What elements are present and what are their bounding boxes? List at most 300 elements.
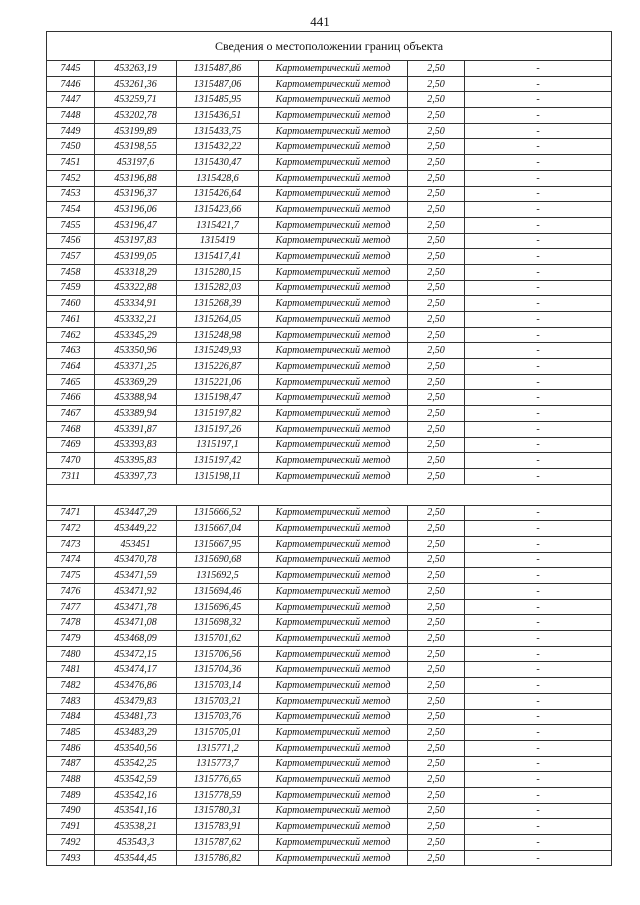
table-row — [47, 421, 612, 437]
x-coordinate-cell: 453259,71 — [95, 92, 177, 108]
method-cell: Картометрический метод — [259, 662, 408, 678]
point-number-cell: 7476 — [47, 584, 95, 600]
description-cell: - — [465, 678, 612, 694]
x-coordinate-cell: 453471,08 — [95, 615, 177, 631]
point-number-cell: 7483 — [47, 693, 95, 709]
point-number-cell: 7475 — [47, 568, 95, 584]
description-cell: - — [465, 327, 612, 343]
y-coordinate-cell: 1315280,15 — [177, 264, 259, 280]
accuracy-cell: 2,50 — [408, 76, 465, 92]
method-cell: Картометрический метод — [259, 233, 408, 249]
accuracy-cell: 2,50 — [408, 406, 465, 422]
description-cell: - — [465, 421, 612, 437]
accuracy-cell: 2,50 — [408, 740, 465, 756]
table-row — [47, 406, 612, 422]
y-coordinate-cell: 1315282,03 — [177, 280, 259, 296]
description-cell: - — [465, 536, 612, 552]
accuracy-cell: 2,50 — [408, 803, 465, 819]
description-cell: - — [465, 374, 612, 390]
y-coordinate-cell: 1315780,31 — [177, 803, 259, 819]
method-cell: Картометрический метод — [259, 390, 408, 406]
point-number-cell: 7480 — [47, 646, 95, 662]
description-cell: - — [465, 390, 612, 406]
table-row — [47, 584, 612, 600]
description-cell: - — [465, 217, 612, 233]
description-cell: - — [465, 406, 612, 422]
point-number-cell: 7464 — [47, 359, 95, 375]
y-coordinate-cell: 1315692,5 — [177, 568, 259, 584]
accuracy-cell: 2,50 — [408, 186, 465, 202]
method-cell: Картометрический метод — [259, 536, 408, 552]
table-row — [47, 296, 612, 312]
method-cell: Картометрический метод — [259, 61, 408, 77]
method-cell: Картометрический метод — [259, 615, 408, 631]
x-coordinate-cell: 453196,88 — [95, 170, 177, 186]
section-header-row — [47, 32, 612, 61]
description-cell: - — [465, 584, 612, 600]
accuracy-cell: 2,50 — [408, 359, 465, 375]
accuracy-cell: 2,50 — [408, 468, 465, 484]
x-coordinate-cell: 453538,21 — [95, 819, 177, 835]
y-coordinate-cell: 1315197,26 — [177, 421, 259, 437]
method-cell: Картометрический метод — [259, 599, 408, 615]
table-row — [47, 390, 612, 406]
point-number-cell: 7492 — [47, 835, 95, 851]
method-cell: Картометрический метод — [259, 76, 408, 92]
method-cell: Картометрический метод — [259, 155, 408, 171]
y-coordinate-cell: 1315776,65 — [177, 772, 259, 788]
x-coordinate-cell: 453199,05 — [95, 249, 177, 265]
x-coordinate-cell: 453263,19 — [95, 61, 177, 77]
x-coordinate-cell: 453196,47 — [95, 217, 177, 233]
point-number-cell: 7454 — [47, 202, 95, 218]
point-number-cell: 7446 — [47, 76, 95, 92]
table-row — [47, 233, 612, 249]
accuracy-cell: 2,50 — [408, 390, 465, 406]
table-row — [47, 756, 612, 772]
y-coordinate-cell: 1315485,95 — [177, 92, 259, 108]
accuracy-cell: 2,50 — [408, 170, 465, 186]
point-number-cell: 7466 — [47, 390, 95, 406]
point-number-cell: 7473 — [47, 536, 95, 552]
point-number-cell: 7458 — [47, 264, 95, 280]
table-row — [47, 202, 612, 218]
method-cell: Картометрический метод — [259, 217, 408, 233]
accuracy-cell: 2,50 — [408, 662, 465, 678]
point-number-cell: 7461 — [47, 312, 95, 328]
description-cell: - — [465, 693, 612, 709]
x-coordinate-cell: 453318,29 — [95, 264, 177, 280]
description-cell: - — [465, 725, 612, 741]
table-row — [47, 693, 612, 709]
y-coordinate-cell: 1315221,06 — [177, 374, 259, 390]
x-coordinate-cell: 453471,78 — [95, 599, 177, 615]
accuracy-cell: 2,50 — [408, 61, 465, 77]
y-coordinate-cell: 1315421,7 — [177, 217, 259, 233]
point-number-cell: 7467 — [47, 406, 95, 422]
x-coordinate-cell: 453322,88 — [95, 280, 177, 296]
method-cell: Картометрический метод — [259, 505, 408, 521]
accuracy-cell: 2,50 — [408, 280, 465, 296]
table-row — [47, 468, 612, 484]
method-cell: Картометрический метод — [259, 819, 408, 835]
description-cell: - — [465, 505, 612, 521]
y-coordinate-cell: 1315197,82 — [177, 406, 259, 422]
y-coordinate-cell: 1315704,36 — [177, 662, 259, 678]
point-number-cell: 7493 — [47, 850, 95, 866]
table-row — [47, 568, 612, 584]
accuracy-cell: 2,50 — [408, 155, 465, 171]
point-number-cell: 7489 — [47, 787, 95, 803]
accuracy-cell: 2,50 — [408, 709, 465, 725]
table-row — [47, 709, 612, 725]
x-coordinate-cell: 453395,83 — [95, 453, 177, 469]
method-cell: Картометрический метод — [259, 186, 408, 202]
y-coordinate-cell: 1315426,64 — [177, 186, 259, 202]
y-coordinate-cell: 1315197,42 — [177, 453, 259, 469]
x-coordinate-cell: 453542,59 — [95, 772, 177, 788]
point-number-cell: 7459 — [47, 280, 95, 296]
point-number-cell: 7462 — [47, 327, 95, 343]
y-coordinate-cell: 1315701,62 — [177, 631, 259, 647]
accuracy-cell: 2,50 — [408, 505, 465, 521]
x-coordinate-cell: 453483,29 — [95, 725, 177, 741]
point-number-cell: 7448 — [47, 108, 95, 124]
point-number-cell: 7491 — [47, 819, 95, 835]
method-cell: Картометрический метод — [259, 568, 408, 584]
accuracy-cell: 2,50 — [408, 264, 465, 280]
description-cell: - — [465, 139, 612, 155]
x-coordinate-cell: 453474,17 — [95, 662, 177, 678]
method-cell: Картометрический метод — [259, 421, 408, 437]
description-cell: - — [465, 709, 612, 725]
y-coordinate-cell: 1315694,46 — [177, 584, 259, 600]
x-coordinate-cell: 453202,78 — [95, 108, 177, 124]
accuracy-cell: 2,50 — [408, 678, 465, 694]
table-row — [47, 787, 612, 803]
method-cell: Картометрический метод — [259, 123, 408, 139]
accuracy-cell: 2,50 — [408, 108, 465, 124]
description-cell: - — [465, 76, 612, 92]
y-coordinate-cell: 1315787,62 — [177, 835, 259, 851]
table-row — [47, 437, 612, 453]
method-cell: Картометрический метод — [259, 678, 408, 694]
table-row — [47, 521, 612, 537]
description-cell: - — [465, 280, 612, 296]
x-coordinate-cell: 453393,83 — [95, 437, 177, 453]
y-coordinate-cell: 1315487,86 — [177, 61, 259, 77]
point-number-cell: 7472 — [47, 521, 95, 537]
table-row — [47, 740, 612, 756]
accuracy-cell: 2,50 — [408, 437, 465, 453]
method-cell: Картометрический метод — [259, 202, 408, 218]
method-cell: Картометрический метод — [259, 264, 408, 280]
method-cell: Картометрический метод — [259, 312, 408, 328]
point-number-cell: 7453 — [47, 186, 95, 202]
method-cell: Картометрический метод — [259, 584, 408, 600]
description-cell: - — [465, 599, 612, 615]
x-coordinate-cell: 453345,29 — [95, 327, 177, 343]
method-cell: Картометрический метод — [259, 374, 408, 390]
x-coordinate-cell: 453196,37 — [95, 186, 177, 202]
y-coordinate-cell: 1315197,1 — [177, 437, 259, 453]
table-row — [47, 123, 612, 139]
x-coordinate-cell: 453447,29 — [95, 505, 177, 521]
point-number-cell: 7486 — [47, 740, 95, 756]
y-coordinate-cell: 1315703,14 — [177, 678, 259, 694]
table-row — [47, 61, 612, 77]
table-row — [47, 725, 612, 741]
table-row — [47, 819, 612, 835]
point-number-cell: 7455 — [47, 217, 95, 233]
y-coordinate-cell: 1315417,41 — [177, 249, 259, 265]
y-coordinate-cell: 1315706,56 — [177, 646, 259, 662]
table-row — [47, 186, 612, 202]
accuracy-cell: 2,50 — [408, 312, 465, 328]
y-coordinate-cell: 1315487,06 — [177, 76, 259, 92]
point-number-cell: 7450 — [47, 139, 95, 155]
point-number-cell: 7488 — [47, 772, 95, 788]
table-row — [47, 536, 612, 552]
point-number-cell: 7470 — [47, 453, 95, 469]
description-cell: - — [465, 108, 612, 124]
description-cell: - — [465, 61, 612, 77]
table-row — [47, 374, 612, 390]
accuracy-cell: 2,50 — [408, 631, 465, 647]
description-cell: - — [465, 803, 612, 819]
section-title: Сведения о местоположении границ объекта — [47, 32, 612, 61]
description-cell: - — [465, 202, 612, 218]
x-coordinate-cell: 453471,92 — [95, 584, 177, 600]
method-cell: Картометрический метод — [259, 343, 408, 359]
point-number-cell: 7474 — [47, 552, 95, 568]
point-number-cell: 7456 — [47, 233, 95, 249]
point-number-cell: 7463 — [47, 343, 95, 359]
description-cell: - — [465, 249, 612, 265]
x-coordinate-cell: 453451 — [95, 536, 177, 552]
y-coordinate-cell: 1315436,51 — [177, 108, 259, 124]
table-row — [47, 835, 612, 851]
y-coordinate-cell: 1315666,52 — [177, 505, 259, 521]
description-cell: - — [465, 552, 612, 568]
table-row — [47, 631, 612, 647]
x-coordinate-cell: 453542,25 — [95, 756, 177, 772]
point-number-cell: 7452 — [47, 170, 95, 186]
description-cell: - — [465, 155, 612, 171]
method-cell: Картометрический метод — [259, 453, 408, 469]
method-cell: Картометрический метод — [259, 725, 408, 741]
accuracy-cell: 2,50 — [408, 615, 465, 631]
point-number-cell: 7447 — [47, 92, 95, 108]
y-coordinate-cell: 1315249,93 — [177, 343, 259, 359]
point-number-cell: 7477 — [47, 599, 95, 615]
x-coordinate-cell: 453543,3 — [95, 835, 177, 851]
method-cell: Картометрический метод — [259, 552, 408, 568]
y-coordinate-cell: 1315198,11 — [177, 468, 259, 484]
description-cell: - — [465, 568, 612, 584]
point-number-cell: 7487 — [47, 756, 95, 772]
y-coordinate-cell: 1315783,91 — [177, 819, 259, 835]
y-coordinate-cell: 1315667,04 — [177, 521, 259, 537]
table-row — [47, 217, 612, 233]
table-row — [47, 170, 612, 186]
method-cell: Картометрический метод — [259, 92, 408, 108]
method-cell: Картометрический метод — [259, 787, 408, 803]
method-cell: Картометрический метод — [259, 327, 408, 343]
accuracy-cell: 2,50 — [408, 139, 465, 155]
description-cell: - — [465, 92, 612, 108]
method-cell: Картометрический метод — [259, 709, 408, 725]
x-coordinate-cell: 453468,09 — [95, 631, 177, 647]
method-cell: Картометрический метод — [259, 296, 408, 312]
point-number-cell: 7469 — [47, 437, 95, 453]
accuracy-cell: 2,50 — [408, 835, 465, 851]
x-coordinate-cell: 453197,6 — [95, 155, 177, 171]
accuracy-cell: 2,50 — [408, 92, 465, 108]
x-coordinate-cell: 453196,06 — [95, 202, 177, 218]
table-row — [47, 155, 612, 171]
method-cell: Картометрический метод — [259, 406, 408, 422]
y-coordinate-cell: 1315432,22 — [177, 139, 259, 155]
description-cell: - — [465, 123, 612, 139]
method-cell: Картометрический метод — [259, 693, 408, 709]
method-cell: Картометрический метод — [259, 280, 408, 296]
x-coordinate-cell: 453472,15 — [95, 646, 177, 662]
description-cell: - — [465, 662, 612, 678]
y-coordinate-cell: 1315705,01 — [177, 725, 259, 741]
y-coordinate-cell: 1315690,68 — [177, 552, 259, 568]
point-number-cell: 7457 — [47, 249, 95, 265]
method-cell: Картометрический метод — [259, 437, 408, 453]
x-coordinate-cell: 453350,96 — [95, 343, 177, 359]
accuracy-cell: 2,50 — [408, 327, 465, 343]
point-number-cell: 7479 — [47, 631, 95, 647]
y-coordinate-cell: 1315248,98 — [177, 327, 259, 343]
y-coordinate-cell: 1315771,2 — [177, 740, 259, 756]
x-coordinate-cell: 453540,56 — [95, 740, 177, 756]
method-cell: Картометрический метод — [259, 631, 408, 647]
x-coordinate-cell: 453389,94 — [95, 406, 177, 422]
description-cell: - — [465, 631, 612, 647]
point-number-cell: 7449 — [47, 123, 95, 139]
accuracy-cell: 2,50 — [408, 693, 465, 709]
accuracy-cell: 2,50 — [408, 453, 465, 469]
accuracy-cell: 2,50 — [408, 725, 465, 741]
point-number-cell: 7471 — [47, 505, 95, 521]
method-cell: Картометрический метод — [259, 521, 408, 537]
x-coordinate-cell: 453199,89 — [95, 123, 177, 139]
x-coordinate-cell: 453476,86 — [95, 678, 177, 694]
y-coordinate-cell: 1315696,45 — [177, 599, 259, 615]
x-coordinate-cell: 453369,29 — [95, 374, 177, 390]
method-cell: Картометрический метод — [259, 740, 408, 756]
method-cell: Картометрический метод — [259, 249, 408, 265]
accuracy-cell: 2,50 — [408, 217, 465, 233]
accuracy-cell: 2,50 — [408, 202, 465, 218]
table-row — [47, 599, 612, 615]
x-coordinate-cell: 453198,55 — [95, 139, 177, 155]
x-coordinate-cell: 453541,16 — [95, 803, 177, 819]
y-coordinate-cell: 1315703,21 — [177, 693, 259, 709]
accuracy-cell: 2,50 — [408, 568, 465, 584]
description-cell: - — [465, 772, 612, 788]
description-cell: - — [465, 468, 612, 484]
method-cell: Картометрический метод — [259, 468, 408, 484]
table-row — [47, 280, 612, 296]
method-cell: Картометрический метод — [259, 108, 408, 124]
description-cell: - — [465, 186, 612, 202]
point-number-cell: 7460 — [47, 296, 95, 312]
accuracy-cell: 2,50 — [408, 521, 465, 537]
table-row — [47, 249, 612, 265]
accuracy-cell: 2,50 — [408, 599, 465, 615]
table-row — [47, 108, 612, 124]
description-cell: - — [465, 850, 612, 866]
point-number-cell: 7445 — [47, 61, 95, 77]
accuracy-cell: 2,50 — [408, 787, 465, 803]
table-row — [47, 76, 612, 92]
x-coordinate-cell: 453544,45 — [95, 850, 177, 866]
x-coordinate-cell: 453334,91 — [95, 296, 177, 312]
group-separator-row — [47, 484, 612, 505]
y-coordinate-cell: 1315428,6 — [177, 170, 259, 186]
description-cell: - — [465, 359, 612, 375]
accuracy-cell: 2,50 — [408, 123, 465, 139]
x-coordinate-cell: 453197,83 — [95, 233, 177, 249]
point-number-cell: 7465 — [47, 374, 95, 390]
method-cell: Картометрический метод — [259, 139, 408, 155]
accuracy-cell: 2,50 — [408, 536, 465, 552]
x-coordinate-cell: 453479,83 — [95, 693, 177, 709]
table-row — [47, 615, 612, 631]
description-cell: - — [465, 521, 612, 537]
description-cell: - — [465, 437, 612, 453]
table-row — [47, 312, 612, 328]
y-coordinate-cell: 1315773,7 — [177, 756, 259, 772]
accuracy-cell: 2,50 — [408, 756, 465, 772]
x-coordinate-cell: 453332,21 — [95, 312, 177, 328]
page-number: 441 — [310, 14, 330, 29]
y-coordinate-cell: 1315778,59 — [177, 787, 259, 803]
x-coordinate-cell: 453449,22 — [95, 521, 177, 537]
accuracy-cell: 2,50 — [408, 374, 465, 390]
description-cell: - — [465, 740, 612, 756]
table-row — [47, 327, 612, 343]
x-coordinate-cell: 453471,59 — [95, 568, 177, 584]
description-cell: - — [465, 453, 612, 469]
separator-cell — [47, 484, 612, 505]
method-cell: Картометрический метод — [259, 359, 408, 375]
y-coordinate-cell: 1315703,76 — [177, 709, 259, 725]
y-coordinate-cell: 1315226,87 — [177, 359, 259, 375]
y-coordinate-cell: 1315786,82 — [177, 850, 259, 866]
description-cell: - — [465, 170, 612, 186]
accuracy-cell: 2,50 — [408, 552, 465, 568]
method-cell: Картометрический метод — [259, 646, 408, 662]
accuracy-cell: 2,50 — [408, 343, 465, 359]
x-coordinate-cell: 453470,78 — [95, 552, 177, 568]
point-number-cell: 7484 — [47, 709, 95, 725]
x-coordinate-cell: 453542,16 — [95, 787, 177, 803]
accuracy-cell: 2,50 — [408, 850, 465, 866]
x-coordinate-cell: 453371,25 — [95, 359, 177, 375]
x-coordinate-cell: 453481,73 — [95, 709, 177, 725]
description-cell: - — [465, 233, 612, 249]
y-coordinate-cell: 1315433,75 — [177, 123, 259, 139]
accuracy-cell: 2,50 — [408, 819, 465, 835]
table-row — [47, 343, 612, 359]
table-row — [47, 662, 612, 678]
